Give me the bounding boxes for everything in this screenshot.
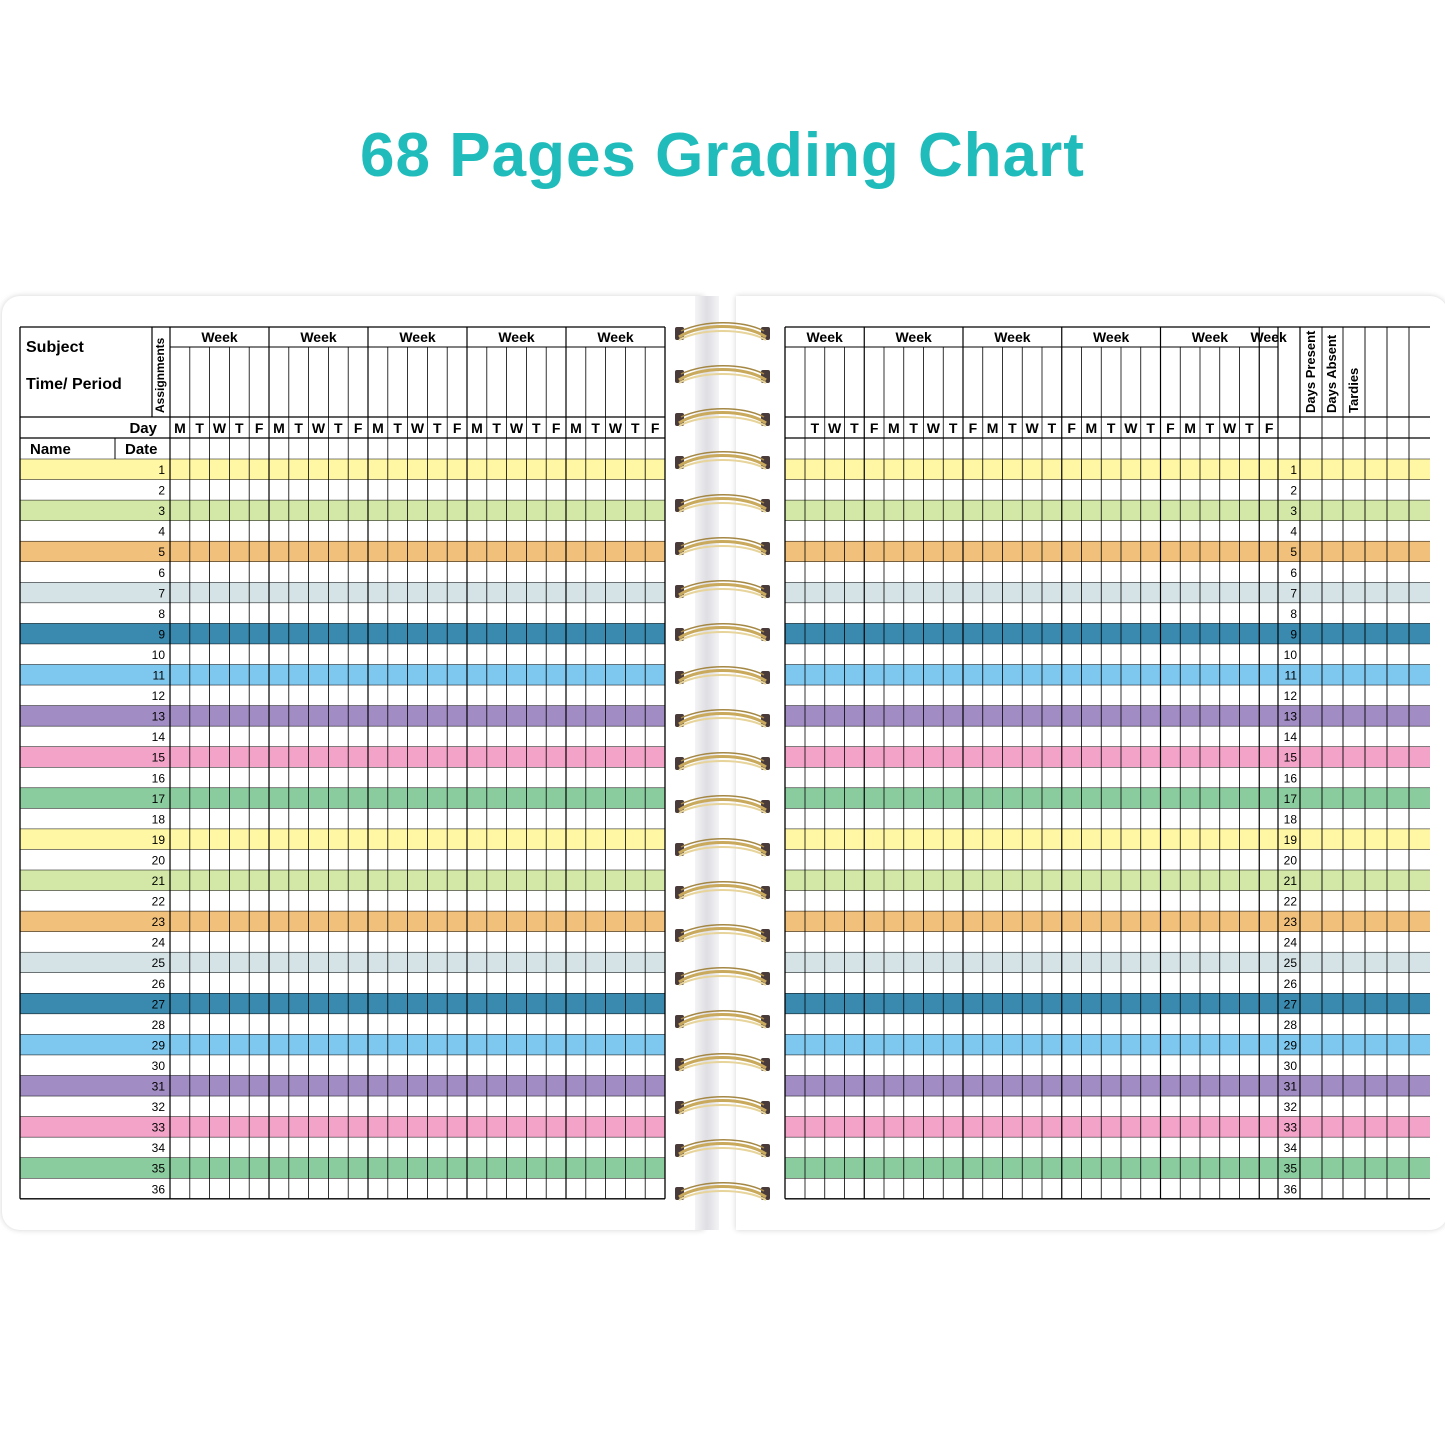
day-letter: F xyxy=(452,420,462,436)
days-absent-label: Days Absent xyxy=(1324,334,1339,413)
week-label: Week xyxy=(895,329,932,345)
page-headline: 68 Pages Grading Chart xyxy=(360,121,1085,190)
row-stripes xyxy=(20,459,1430,1178)
day-letter: M xyxy=(1184,420,1196,436)
row-stripe xyxy=(785,706,1430,727)
day-letter: F xyxy=(869,420,879,436)
day-letter: W xyxy=(311,420,326,436)
row-stripe xyxy=(20,1117,665,1138)
ring-wire xyxy=(679,417,766,426)
date-label: Date xyxy=(125,441,158,458)
row-stripe xyxy=(20,1076,665,1097)
day-letter: T xyxy=(1146,420,1155,436)
row-number: 36 xyxy=(1283,1182,1297,1197)
ring-wire xyxy=(679,890,766,899)
ring-wire xyxy=(679,675,766,684)
week-label: Week xyxy=(806,329,843,345)
day-letter: T xyxy=(393,420,402,436)
spiral-ring xyxy=(675,1140,770,1157)
row-stripe xyxy=(785,747,1430,768)
name-label: Name xyxy=(30,441,71,458)
row-stripe xyxy=(785,582,1430,603)
day-letter: F xyxy=(650,420,660,436)
row-stripe xyxy=(20,747,665,768)
spiral-binding xyxy=(675,323,770,1200)
day-letter: W xyxy=(509,420,524,436)
spiral-ring xyxy=(675,1011,770,1028)
week-label: Week xyxy=(399,329,436,345)
ring-wire xyxy=(679,1191,766,1200)
row-number: 20 xyxy=(151,853,165,868)
row-number: 27 xyxy=(151,997,165,1012)
spiral-ring xyxy=(675,1054,770,1071)
row-number: 27 xyxy=(1283,997,1297,1012)
row-stripe xyxy=(785,993,1430,1014)
day-letter: T xyxy=(532,420,541,436)
day-letter: T xyxy=(1205,420,1215,436)
row-number: 1 xyxy=(1290,463,1297,477)
ring-wire xyxy=(679,374,766,383)
week-label: Week xyxy=(201,329,238,345)
row-number: 2 xyxy=(1290,483,1297,498)
day-letter: M xyxy=(986,420,999,436)
day-letter: T xyxy=(909,420,918,436)
day-letter: M xyxy=(174,420,186,436)
week-label: Week xyxy=(597,329,634,345)
row-number: 16 xyxy=(151,771,165,786)
day-letter: T xyxy=(492,420,501,436)
row-stripe xyxy=(20,788,665,809)
row-number: 9 xyxy=(158,627,165,642)
row-number: 32 xyxy=(151,1100,165,1115)
row-stripe xyxy=(785,911,1430,932)
spiral-ring xyxy=(675,366,770,383)
row-stripe xyxy=(20,829,665,850)
row-number: 26 xyxy=(151,976,165,991)
row-stripe xyxy=(785,665,1430,686)
day-letter: M xyxy=(471,420,483,436)
row-number: 7 xyxy=(158,586,165,601)
row-stripe xyxy=(20,459,665,480)
spiral-ring xyxy=(675,968,770,985)
spiral-ring xyxy=(675,839,770,856)
ring-wire xyxy=(679,1019,766,1028)
row-stripe xyxy=(20,541,665,562)
row-number: 32 xyxy=(1283,1100,1297,1115)
day-letter: T xyxy=(334,420,343,436)
tardies-label: Tardies xyxy=(1346,367,1361,413)
spiral-ring xyxy=(675,409,770,426)
row-number: 31 xyxy=(1283,1079,1297,1094)
row-number: 7 xyxy=(1290,586,1297,601)
day-letter: W xyxy=(1124,420,1138,436)
row-stripe xyxy=(20,870,665,891)
row-number: 23 xyxy=(151,915,165,930)
day-letter: T xyxy=(850,420,859,436)
spiral-ring xyxy=(675,667,770,684)
spiral-ring xyxy=(675,753,770,770)
row-number: 13 xyxy=(1283,709,1297,724)
row-stripe xyxy=(785,1076,1430,1097)
ring-wire xyxy=(679,1105,766,1114)
row-stripe xyxy=(785,829,1430,850)
day-letter: W xyxy=(1223,420,1237,436)
row-stripe xyxy=(785,541,1430,562)
row-number: 13 xyxy=(151,709,165,724)
day-letter: W xyxy=(926,420,940,436)
row-stripe xyxy=(20,623,665,644)
ring-wire xyxy=(679,933,766,942)
week-label: Week xyxy=(994,329,1031,345)
row-number: 16 xyxy=(1283,771,1297,786)
spiral-ring xyxy=(675,1097,770,1114)
row-number: 31 xyxy=(151,1079,165,1094)
spiral-ring xyxy=(675,796,770,813)
row-stripe xyxy=(20,993,665,1014)
row-stripe xyxy=(785,623,1430,644)
day-letter: W xyxy=(212,420,227,436)
row-number: 30 xyxy=(151,1058,165,1073)
row-number: 17 xyxy=(151,791,165,806)
week-label: Week xyxy=(1250,329,1287,345)
row-stripe xyxy=(20,500,665,521)
ring-wire xyxy=(679,761,766,770)
spiral-ring xyxy=(675,710,770,727)
day-letter: F xyxy=(968,420,978,436)
row-number: 24 xyxy=(151,935,165,950)
day-letter: T xyxy=(294,420,303,436)
row-number: 3 xyxy=(158,504,165,519)
row-number: 18 xyxy=(151,812,165,827)
row-number: 2 xyxy=(158,483,165,498)
row-number: 17 xyxy=(1283,791,1297,806)
row-number: 21 xyxy=(151,874,165,888)
row-number: 25 xyxy=(1283,956,1297,971)
spiral-ring xyxy=(675,323,770,340)
row-number: 22 xyxy=(151,894,165,909)
row-number: 33 xyxy=(151,1120,165,1135)
day-letter: F xyxy=(1166,420,1175,436)
row-number: 24 xyxy=(1283,935,1297,950)
row-number: 12 xyxy=(151,689,165,704)
row-stripe xyxy=(20,911,665,932)
row-number: 4 xyxy=(158,524,165,539)
row-number: 29 xyxy=(1283,1038,1297,1053)
week-label: Week xyxy=(300,329,337,345)
row-number: 6 xyxy=(1290,565,1297,580)
day-letter: F xyxy=(353,420,363,436)
row-stripe xyxy=(20,1158,665,1179)
row-number: 19 xyxy=(1283,832,1297,847)
row-stripe xyxy=(785,952,1430,973)
row-stripe xyxy=(785,1034,1430,1055)
row-stripe xyxy=(785,870,1430,891)
row-number: 18 xyxy=(1283,812,1297,827)
spiral-ring xyxy=(675,1183,770,1200)
spiral-ring xyxy=(675,925,770,942)
row-number: 30 xyxy=(1283,1058,1297,1073)
day-letter: T xyxy=(591,420,600,436)
row-stripe xyxy=(20,582,665,603)
row-number: 23 xyxy=(1283,915,1297,930)
row-stripe xyxy=(785,1117,1430,1138)
row-stripe xyxy=(785,788,1430,809)
row-number: 10 xyxy=(1283,647,1297,662)
week-label: Week xyxy=(1191,329,1229,345)
row-number: 8 xyxy=(158,606,165,621)
row-number: 36 xyxy=(151,1182,165,1197)
row-number: 1 xyxy=(158,463,165,477)
row-number: 3 xyxy=(1290,504,1297,519)
assignments-label: Assignments xyxy=(153,337,167,413)
days-present-label: Days Present xyxy=(1303,330,1318,413)
day-letter: T xyxy=(1245,420,1254,436)
day-letter: T xyxy=(195,420,204,436)
day-letter: M xyxy=(372,420,384,436)
ring-wire xyxy=(679,976,766,985)
row-number: 5 xyxy=(1290,545,1297,560)
day-letter: T xyxy=(810,420,820,436)
ring-wire xyxy=(679,632,766,641)
row-number: 29 xyxy=(151,1038,165,1053)
day-letter: T xyxy=(235,420,244,436)
ring-wire xyxy=(679,847,766,856)
row-number: 26 xyxy=(1283,976,1297,991)
subject-label: Subject xyxy=(26,339,84,356)
row-stripe xyxy=(20,952,665,973)
row-number: 33 xyxy=(1283,1120,1297,1135)
ring-wire xyxy=(679,1148,766,1157)
row-number: 12 xyxy=(1283,689,1297,704)
row-number: 5 xyxy=(158,545,165,560)
row-number: 34 xyxy=(151,1141,165,1156)
row-number: 35 xyxy=(1283,1161,1297,1176)
row-stripe xyxy=(785,459,1430,480)
spiral-ring xyxy=(675,495,770,512)
spiral-ring xyxy=(675,452,770,469)
ring-wire xyxy=(679,1062,766,1071)
row-number: 10 xyxy=(151,647,165,662)
row-number: 4 xyxy=(1290,524,1297,539)
row-number: 14 xyxy=(151,730,165,745)
day-letter: T xyxy=(1106,420,1116,436)
week-label: Week xyxy=(1092,329,1130,345)
week-label: Week xyxy=(498,329,535,345)
row-number: 6 xyxy=(158,565,165,580)
row-number: 28 xyxy=(1283,1017,1297,1032)
row-stripe xyxy=(20,706,665,727)
ring-wire xyxy=(679,589,766,598)
day-letter: W xyxy=(608,420,623,436)
row-stripe xyxy=(20,1034,665,1055)
row-stripe xyxy=(785,500,1430,521)
day-letter: W xyxy=(1025,420,1039,436)
row-number: 19 xyxy=(151,832,165,847)
day-letter: W xyxy=(410,420,425,436)
row-number: 22 xyxy=(1283,894,1297,909)
day-letter: F xyxy=(551,420,561,436)
row-number: 11 xyxy=(1284,668,1297,683)
ring-wire xyxy=(679,804,766,813)
row-number: 21 xyxy=(1283,874,1297,888)
day-letter: M xyxy=(888,420,900,436)
row-number: 20 xyxy=(1283,853,1297,868)
row-number: 28 xyxy=(151,1017,165,1032)
row-number: 9 xyxy=(1290,627,1297,642)
ring-wire xyxy=(679,331,766,340)
ring-wire xyxy=(679,546,766,555)
row-number: 8 xyxy=(1290,606,1297,621)
spiral-ring xyxy=(675,624,770,641)
spiral-ring xyxy=(675,581,770,598)
row-number: 34 xyxy=(1283,1141,1297,1156)
row-number: 15 xyxy=(1283,750,1297,765)
row-stripe xyxy=(20,665,665,686)
ring-wire xyxy=(679,503,766,512)
spiral-ring xyxy=(675,538,770,555)
day-letter: F xyxy=(1067,420,1076,436)
day-letter: F xyxy=(254,420,264,436)
day-letter: T xyxy=(948,420,958,436)
day-letter: T xyxy=(1047,420,1057,436)
row-number: 11 xyxy=(152,668,165,683)
time-period-label: Time/ Period xyxy=(26,376,122,393)
day-letter: T xyxy=(1008,420,1017,436)
ring-wire xyxy=(679,718,766,727)
day-letter: W xyxy=(828,420,842,436)
day-letter: M xyxy=(273,420,285,436)
spiral-ring xyxy=(675,882,770,899)
row-number: 35 xyxy=(151,1161,165,1176)
day-label: Day xyxy=(129,420,157,437)
row-stripe xyxy=(785,1158,1430,1179)
row-number: 14 xyxy=(1283,730,1297,745)
row-number: 15 xyxy=(151,750,165,765)
day-letter: M xyxy=(1085,420,1098,436)
row-number: 25 xyxy=(151,956,165,971)
day-letter: M xyxy=(570,420,582,436)
day-letter: T xyxy=(433,420,442,436)
day-letter: T xyxy=(631,420,640,436)
ring-wire xyxy=(679,460,766,469)
day-letter: F xyxy=(1264,420,1274,436)
